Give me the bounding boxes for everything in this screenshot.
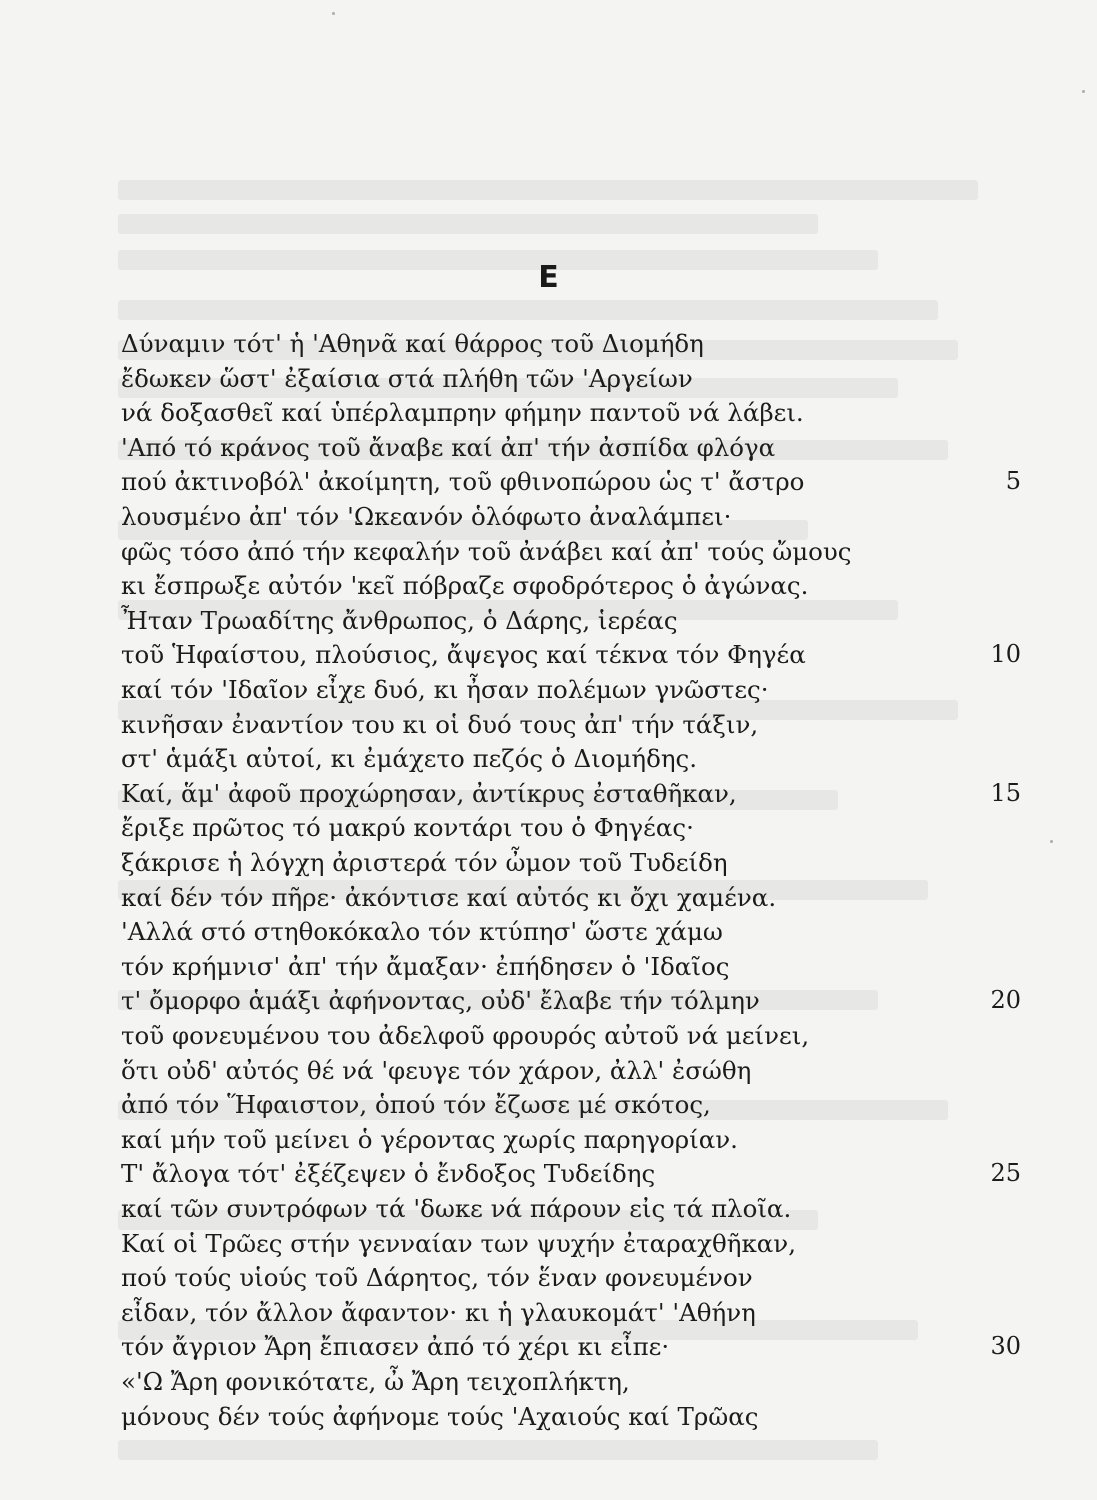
verse-text: καί μήν τοῦ μείνει ὁ γέροντας χωρίς παρηγορίαν.: [121, 1124, 738, 1154]
verse-text: καί δέν τόν πῆρε· ἀκόντισε καί αὐτός κι ὄχι χαμένα.: [121, 882, 777, 912]
bleed-line: [118, 1440, 878, 1460]
verse-text: ἀπό τόν Ἥφαιστον, ὁπού τόν ἔζωσε μέ σκότος,: [121, 1090, 711, 1120]
verse-line: [121, 742, 1021, 776]
line-number: 10: [990, 640, 1021, 669]
verse-text: Ἦταν Τρωαδίτης ἄνθρωπος, ὁ Δάρης, ἱερέας: [121, 605, 678, 635]
verse-text: 'Από τό κράνος τοῦ ἄναβε καί ἀπ' τήν ἀσπίδα φλόγα: [121, 432, 776, 462]
section-heading: Ε: [538, 260, 559, 295]
verse-text: καί τόν 'Ιδαῖον εἶχε δυό, κι ἦσαν πολέμων γνῶστες·: [121, 675, 769, 704]
verse-line: [121, 465, 1021, 499]
verse-line: [121, 950, 1021, 984]
verse-text: ὅτι οὐδ' αὐτός θέ νά 'φευγε τόν χάρον, ἀλλ' ἐσώθη: [121, 1055, 752, 1085]
verse-text: Καί οἱ Τρῶες στήν γενναίαν των ψυχήν ἐταραχθῆκαν,: [121, 1228, 796, 1258]
verse-text: στ' ἁμάξι αὐτοί, κι ἐμάχετο πεζός ὁ Διομήδης.: [121, 744, 698, 774]
line-number: 15: [990, 778, 1021, 807]
line-number: 20: [990, 986, 1021, 1015]
verse-text: νά δοξασθεῖ καί ὑπέρλαμπρην φήμην παντοῦ νά λάβει.: [121, 398, 804, 428]
verse-text: Τ' ἄλογα τότ' ἐξέζεψεν ὁ ἔνδοξος Τυδείδης: [121, 1159, 656, 1189]
verse-text: μόνους δέν τούς ἀφήνομε τούς 'Αχαιούς καί Τρῶας: [121, 1401, 759, 1431]
verse-line: [121, 1400, 1021, 1434]
verse-text: «'Ω Ἄρη φονικότατε, ὦ Ἄρη τειχοπλήκτη,: [121, 1367, 630, 1396]
verse-line: [121, 881, 1021, 915]
verse-line: [121, 1123, 1021, 1157]
verse-text: τοῦ Ἡφαίστου, πλούσιος, ἄψεγος καί τέκνα τόν Φηγέα: [121, 640, 806, 670]
verse-line: [121, 1088, 1021, 1122]
verse-line: [121, 915, 1021, 949]
paper-speck: [1082, 90, 1085, 93]
verse-line: [121, 431, 1021, 465]
verse-line: [121, 1330, 1021, 1364]
verse-text: λουσμένο ἀπ' τόν 'Ωκεανόν ὁλόφωτο ἀναλάμπει·: [121, 502, 732, 531]
verse-line: [121, 535, 1021, 569]
verse-text: κι ἔσπρωξε αὐτόν 'κεῖ πόβραζε σφοδρότερος ὁ ἀγώνας.: [121, 571, 809, 601]
verse-text: καί τῶν συντρόφων τά 'δωκε νά πάρουν εἰς τά πλοῖα.: [121, 1194, 792, 1223]
verse-line: [121, 396, 1021, 430]
verse-text: κινῆσαν ἐναντίον του κι οἱ δυό τους ἀπ' τήν τάξιν,: [121, 709, 759, 739]
verse-text: ἔδωκεν ὥστ' ἐξαίσια στά πλήθη τῶν 'Αργείων: [121, 363, 693, 393]
bleed-line: [118, 214, 818, 234]
verse-text: εἶδαν, τόν ἄλλον ἄφαντον· κι ἡ γλαυκομάτ' 'Αθήνη: [121, 1297, 756, 1327]
verse-line: [121, 1192, 1021, 1226]
bleed-line: [118, 180, 978, 200]
verse-line: [121, 777, 1021, 811]
verse-line: [121, 984, 1021, 1018]
verse-text: τοῦ φονευμένου του ἀδελφοῦ φρουρός αὐτοῦ νά μείνει,: [121, 1021, 810, 1050]
verse-line: [121, 1365, 1021, 1399]
paper-speck: [1050, 840, 1053, 843]
verse-line: [121, 846, 1021, 880]
verse-line: [121, 569, 1021, 603]
verse-line: [121, 1019, 1021, 1053]
verse-line: [121, 1227, 1021, 1261]
line-number: 25: [990, 1159, 1021, 1188]
verse-line: [121, 811, 1021, 845]
verse-text: Καί, ἅμ' ἀφοῦ προχώρησαν, ἀντίκρυς ἐσταθῆκαν,: [121, 778, 737, 808]
line-number: 5: [1005, 467, 1021, 496]
verse-text: τ' ὄμορφο ἁμάξι ἀφήνοντας, οὐδ' ἔλαβε τήν τόλμην: [121, 986, 760, 1016]
verse-text: ἔριξε πρῶτος τό μακρύ κοντάρι του ὁ Φηγέας·: [121, 813, 694, 843]
verse-line: [121, 362, 1021, 396]
verse-line: [121, 500, 1021, 534]
verse-line: [121, 708, 1021, 742]
verse-text: τόν κρήμνισ' ἀπ' τήν ἄμαξαν· ἐπήδησεν ὁ 'Ιδαῖος: [121, 951, 730, 981]
verse-text: φῶς τόσο ἀπό τήν κεφαλήν τοῦ ἀνάβει καί ἀπ' τούς ὤμους: [121, 536, 852, 566]
verse-text: ξάκρισε ἡ λόγχη ἀριστερά τόν ὦμον τοῦ Τυδείδη: [121, 848, 728, 877]
verse-text: τόν ἄγριον Ἄρη ἔπιασεν ἀπό τό χέρι κι εἶπε·: [121, 1332, 670, 1362]
verse-line: [121, 604, 1021, 638]
verse-line: [121, 673, 1021, 707]
verse-line: [121, 1157, 1021, 1191]
verse-line: [121, 1296, 1021, 1330]
verse-text: 'Αλλά στό στηθοκόκαλο τόν κτύπησ' ὥστε χάμω: [121, 917, 723, 947]
verse-line: [121, 1054, 1021, 1088]
bleed-line: [118, 300, 938, 320]
line-number: 30: [990, 1332, 1021, 1361]
verse-text: πού ἀκτινοβόλ' ἀκοίμητη, τοῦ φθινοπώρου ὡς τ' ἄστρο: [121, 467, 805, 497]
verse-line: [121, 1261, 1021, 1295]
verse-line: [121, 327, 1021, 361]
paper-speck: [332, 12, 335, 15]
verse-line: [121, 638, 1021, 672]
verse-text: πού τούς υἱούς τοῦ Δάρητος, τόν ἕναν φονευμένον: [121, 1263, 753, 1293]
verse-text: Δύναμιν τότ' ἡ 'Αθηνᾶ καί θάρρος τοῦ Διομήδη: [121, 329, 704, 358]
